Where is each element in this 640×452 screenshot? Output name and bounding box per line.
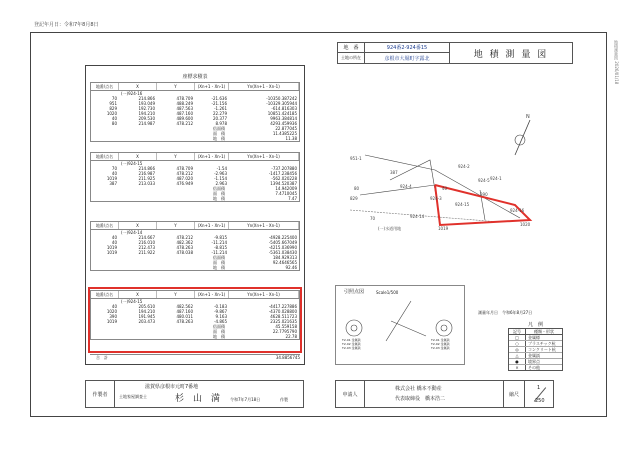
applicant-company: 株式会社 橋本不動産 (395, 386, 442, 392)
location-label: 土地の所在 (337, 52, 365, 64)
creator-seal: 作製 (280, 397, 288, 402)
table-row: 1019 211.922 478.038 -11.214 -5361.038430 (106, 250, 297, 255)
table-row: 70 214.866 478.709 -21.636 -10350.387242 (111, 96, 297, 101)
legend-row: ● 境界点 (509, 359, 562, 365)
creator-address: 滋賀県彦根市元町7番地 (145, 384, 199, 390)
table-row: 387 213.033 476.949 2.963 1394.520387 (109, 181, 297, 186)
table-row: 40 216.987 478.212 -2.963 -1417.238456 (111, 171, 297, 176)
point-label: 924-3 (430, 196, 442, 201)
north-arrow-icon (515, 114, 530, 155)
block-name: (一)924-15 (121, 299, 143, 304)
legend-title: 凡 例 (527, 322, 543, 328)
table-row: 40 205.610 482.562 -0.183 -4417.227886 (111, 304, 297, 309)
creator-name: 杉 山 満 (175, 394, 221, 404)
creator-box (114, 380, 304, 408)
legend-row: × その他 (509, 365, 562, 370)
table-row: 1019 212.473 478.263 -8.815 -4215.036990 (106, 245, 297, 250)
legend-row: △ 金属鋲 (509, 353, 562, 359)
point-label: 80 (354, 186, 360, 191)
table-row: 390 191.945 480.011 9.163 4628.511723 (109, 314, 297, 319)
scale-label: 縮尺 (503, 380, 525, 408)
applicant-box (364, 380, 504, 408)
chiban-value: 924番2-924番15 (364, 42, 450, 53)
total-row: 合 計 34.8856745 (90, 354, 300, 360)
creator-date: 令和7年7月18日 (230, 397, 261, 402)
legend-row: □ 金属標 (509, 335, 562, 341)
inset-note-left: T2-01 金属鋲 T2-02 金属鋲 T2-03 金属鋲 (342, 338, 361, 350)
point-label: 390 (480, 192, 488, 197)
road-label: (一)水道用地 (378, 226, 402, 231)
table-row: 40 214.667 478.212 -9.815 -4928.225400 (111, 235, 297, 240)
inset-note-right: T2-01 金属鋲 T2-02 金属鋲 T2-03 金属鋲 (431, 338, 450, 350)
calc-block-4: 地番/点名 X Y (Xn+1 - Xn-1) Yn(Xn+1 - Xn-1) (一)924-15 40 205.610 482.562 -0.183 -4417.227886 1020 194.210 487.160 -9.867 -4370.028800 390 191.945 480.011 9.163 4628.511723 1019 203.473 478.263 -4.865 2325.021635 倍面積 45.559158 面 積 22.7795790 地 積 22.78 (90, 290, 300, 340)
point-label: 924-16 (510, 208, 525, 213)
calc-block-2: 地番/点名 X Y (Xn+1 - Xn-1) Yn(Xn+1 - Xn-1) (一)924-15 70 214.866 478.709 -1.54 -737.207880 40 216.987 478.212 -2.963 -1417.238456 1019 211.925 487.020 -1.154 -562.020228 387 213.033 476.949 2.963 1394.520387 倍面積 14.942009 面 積 7.4710045 地 積 7.47 (90, 152, 300, 202)
coordinate-area-table (85, 65, 305, 365)
point-label: 1020 (520, 222, 531, 227)
table-row: 40 216.010 482.362 -11.214 -5405.667049 (111, 240, 297, 245)
block-name: (一)924-15 (121, 161, 143, 166)
side-stamp: 地積測量図 2026/01/18 (614, 40, 619, 85)
table-row: 1019 203.473 478.263 -4.865 2325.021635 (106, 319, 297, 324)
point-label: 829 (350, 196, 358, 201)
point-label: 387 (390, 170, 398, 175)
survey-map (330, 100, 600, 240)
inset-title: 引照点図 (344, 289, 365, 295)
location-value: 彦根市大堀町字露北 (364, 52, 450, 64)
point-label: 924-14 (410, 214, 425, 219)
point-label: 70 (370, 216, 376, 221)
chiban-label: 地 番 (337, 42, 365, 53)
title-block (337, 42, 573, 64)
table-row: 70 214.866 478.709 -1.54 -737.207880 (111, 166, 297, 171)
point-label: 40 (442, 186, 448, 191)
table-row: 829 192.730 487.563 -1.261 -614.816303 (109, 106, 297, 111)
point-label: 924-5 (478, 178, 490, 183)
svg-text:N: N (526, 114, 530, 120)
inset-scale: Scale1/500 (376, 290, 399, 295)
calc-block-3: 地番/点名 X Y (Xn+1 - Xn-1) Yn(Xn+1 - Xn-1) (一)924-14 40 214.667 478.212 -9.815 -4928.225400 40 216.010 482.362 -11.214 -5405.667049 1019 212.473 478.263 -8.815 -4215.036990 1019 211.922 478.038 -11.214 -5361.038430 倍面積 184.929313 面 積 92.4646565 地 積 92.46 (90, 221, 300, 271)
calc-title: 座標求積表 (182, 74, 208, 80)
inset-drawing (336, 296, 464, 364)
calc-block-1: 地番/点名 X Y (Xn+1 - Xn-1) Yn(Xn+1 - Xn-1) (一)924-16 70 214.866 478.709 -21.636 -10350.387242 951 193.049 488.249 -21.156 -10329.305944 829 192.730 487.563 -1.261 -614.816303 1020 194.210 487.160 22.279 10851.424185 40 209.530 489.600 20.377 9963.384814 80 214.987 478.212 8.978 4293.459936 倍面積 22.877045 面 積 11.4385225 地 積 11.38 (90, 82, 300, 142)
legend-row: ◎ コンクリート杭 (509, 347, 562, 353)
footer (85, 380, 565, 408)
creator-label: 作製者 (85, 380, 115, 408)
registration-stamp: 登記年月日：令和7年8月8日 (34, 22, 99, 28)
table-row: 951 193.049 488.249 -21.156 -10329.305944 (109, 101, 297, 106)
applicant-rep: 代表取締役 橋本浩二 (395, 396, 446, 402)
legend: 凡 例 記号 種類・形状 □ 金属標 ○ プラスチック杭 ◎ コンクリート杭 △ 金属鋲 ● 境界点 × その他 (508, 322, 563, 371)
survey-date: 測量年月日 令和6年8月27日 (478, 310, 533, 315)
creator-title: 土地家屋調査士 (119, 394, 147, 399)
table-row: 40 209.530 489.600 20.377 9963.384814 (111, 116, 297, 121)
table-row: 80 214.987 478.212 8.978 4293.459936 (111, 121, 297, 126)
legend-row: ○ プラスチック杭 (509, 341, 562, 347)
highlight-box-calc (88, 287, 302, 353)
applicant-label: 申請人 (335, 380, 365, 408)
table-row: 1020 194.210 487.160 22.279 10851.424185 (106, 111, 297, 116)
table-row: 1020 194.210 487.160 -9.867 -4370.028800 (106, 309, 297, 314)
reference-point-inset (335, 285, 465, 365)
document-title: 地 積 測 量 図 (449, 42, 573, 64)
block-name: (一)924-14 (121, 230, 143, 235)
point-label: 924-15 (455, 202, 470, 207)
scale-box: 1 250 (524, 380, 554, 408)
point-label: 924-4 (400, 184, 412, 189)
point-label: 1019 (438, 226, 449, 231)
table-row: 1019 211.925 487.020 -1.154 -562.020228 (106, 176, 297, 181)
point-label: 924-2 (458, 164, 470, 169)
point-label: 951-1 (350, 156, 362, 161)
block-name: (一)924-16 (121, 91, 143, 96)
point-label: 924-1 (490, 176, 502, 181)
